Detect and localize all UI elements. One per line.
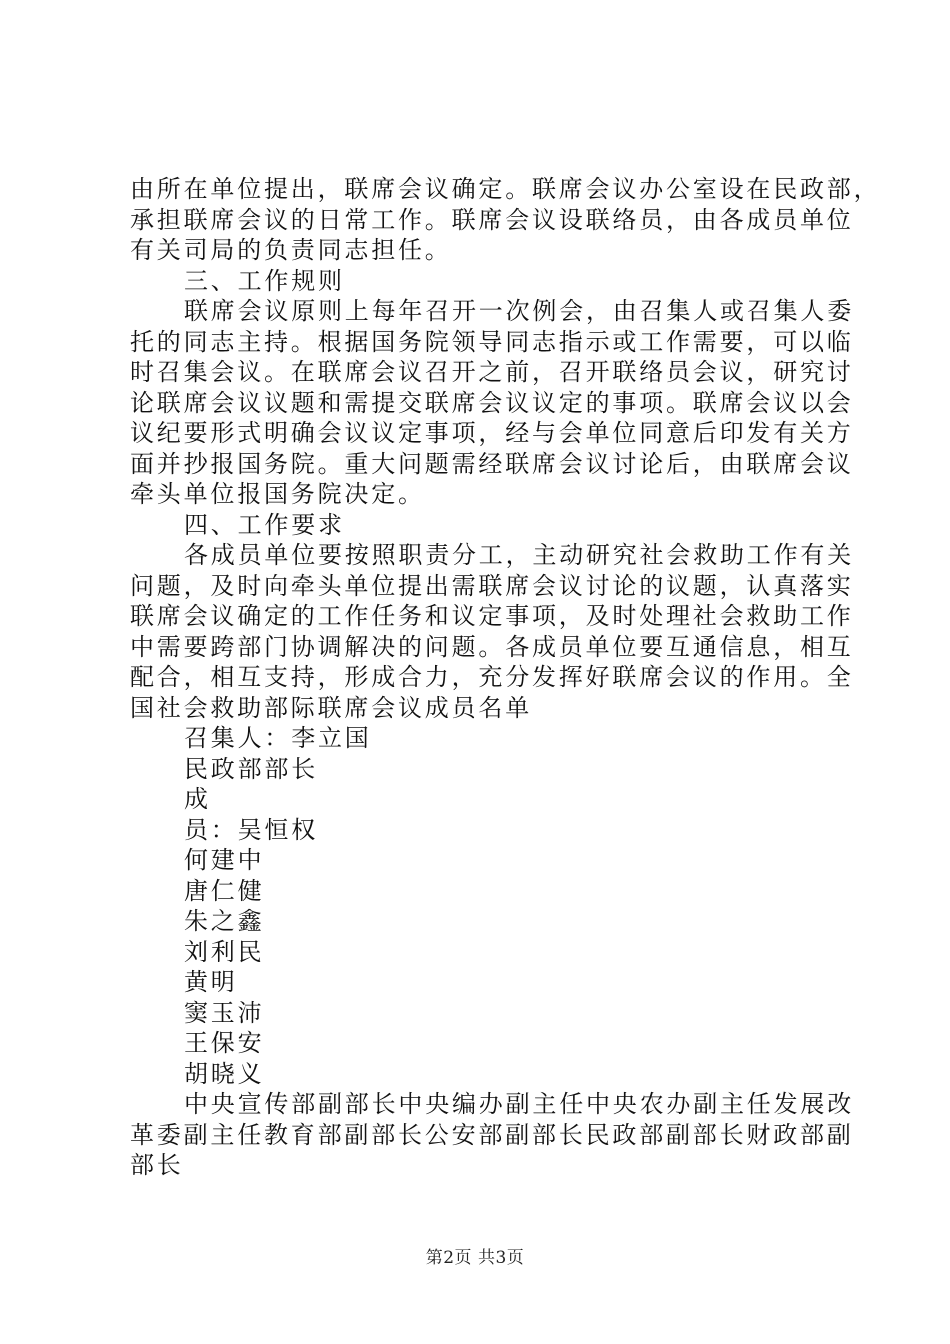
text-line: 黄明 xyxy=(184,968,238,996)
paragraph xyxy=(130,1089,854,1181)
text-line: 刘利民 xyxy=(184,937,265,966)
text-line: 托的同志主持。根据国务院领导同志指示或工作需要，可以临 xyxy=(130,327,854,356)
paragraph xyxy=(130,296,854,510)
paragraph xyxy=(130,723,830,754)
paragraph xyxy=(130,510,830,541)
text-line: 承担联席会议的日常工作。联席会议设联络员，由各成员单位 xyxy=(130,205,854,234)
text-line: 员：吴恒权 xyxy=(184,815,318,844)
text-line: 论联席会议议题和需提交联席会议议定的事项。联席会议以会 xyxy=(130,388,854,417)
text-line: 部长 xyxy=(130,1151,184,1179)
text-line: 革委副主任教育部副部长公安部副部长民政部副部长财政部副 xyxy=(130,1120,854,1149)
text-line: 由所在单位提出，联席会议确定。联席会议办公室设在民政部， xyxy=(130,175,881,203)
paragraph xyxy=(130,906,830,937)
page-footer: 第2页 共3页 xyxy=(425,1248,525,1268)
text-line: 联席会议原则上每年召开一次例会，由召集人或召集人委 xyxy=(184,297,854,325)
text-line: 窦玉沛 xyxy=(184,998,265,1027)
paragraph xyxy=(130,754,830,785)
text-line: 何建中 xyxy=(184,846,265,874)
text-line: 民政部部长 xyxy=(184,754,318,783)
text-line: 有关司局的负责同志担任。 xyxy=(130,236,452,264)
text-line: 问题，及时向牵头单位提出需联席会议讨论的议题，认真落实 xyxy=(130,571,854,600)
paragraph xyxy=(130,1028,830,1059)
text-line: 议纪要形式明确会议议定事项，经与会单位同意后印发有关方 xyxy=(130,419,854,447)
paragraph xyxy=(130,876,830,907)
text-line: 牵头单位报国务院决定。 xyxy=(130,480,425,508)
text-line: 面并抄报国务院。重大问题需经联席会议讨论后，由联席会议 xyxy=(130,449,854,478)
text-line: 中需要跨部门协调解决的问题。各成员单位要互通信息，相互 xyxy=(130,632,854,661)
text-line: 三、工作规则 xyxy=(184,266,345,295)
text-line: 各成员单位要按照职责分工，主动研究社会救助工作有关 xyxy=(184,541,854,569)
paragraph xyxy=(130,540,854,723)
text-line: 成 xyxy=(184,785,211,813)
paragraph xyxy=(130,1059,830,1090)
text-line: 联席会议确定的工作任务和议定事项，及时处理社会救助工作 xyxy=(130,602,854,630)
text-line: 时召集会议。在联席会议召开之前，召开联络员会议，研究讨 xyxy=(130,358,854,386)
document-body xyxy=(130,174,881,1181)
text-line: 召集人：李立国 xyxy=(184,724,372,752)
text-line: 朱之鑫 xyxy=(184,907,265,935)
paragraph xyxy=(130,266,830,297)
text-line: 王保安 xyxy=(184,1029,265,1057)
paragraph xyxy=(130,845,830,876)
text-line: 国社会救助部际联席会议成员名单 xyxy=(130,693,532,722)
paragraph xyxy=(130,174,881,266)
paragraph xyxy=(130,998,830,1029)
paragraph xyxy=(130,815,830,846)
text-line: 配合，相互支持，形成合力，充分发挥好联席会议的作用。全 xyxy=(130,663,854,691)
paragraph xyxy=(130,967,830,998)
text-line: 中央宣传部副部长中央编办副主任中央农办副主任发展改 xyxy=(184,1090,854,1118)
paragraph xyxy=(130,784,830,815)
text-line: 胡晓义 xyxy=(184,1059,265,1088)
paragraph xyxy=(130,937,830,968)
text-line: 唐仁健 xyxy=(184,876,265,905)
text-line: 四、工作要求 xyxy=(184,510,345,539)
